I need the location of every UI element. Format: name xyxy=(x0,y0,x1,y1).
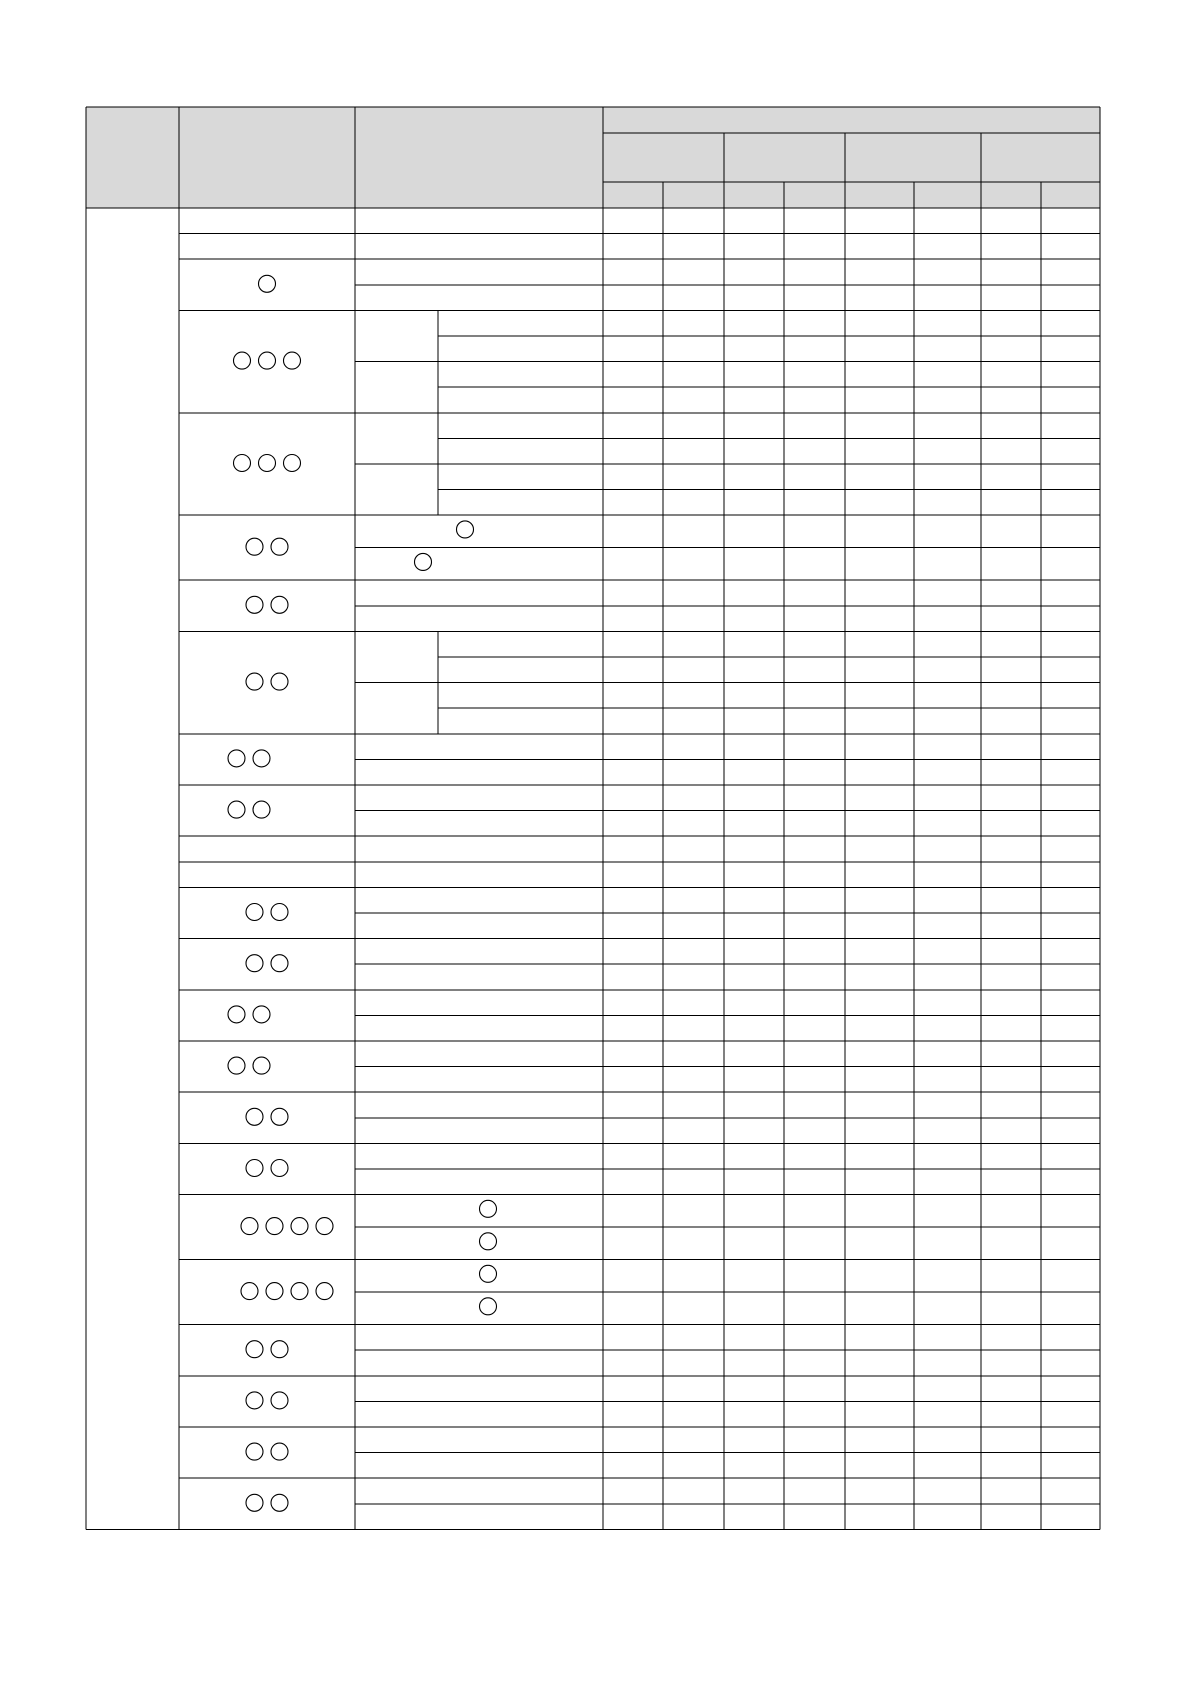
header-band xyxy=(86,107,1100,208)
group-6-circle-mark xyxy=(271,596,288,613)
group-16-circle-mark xyxy=(271,1108,288,1125)
group-4-circle-mark xyxy=(259,455,276,472)
group-2-circle-mark xyxy=(259,275,276,292)
group-18-circle-mark xyxy=(291,1218,308,1235)
group-15-circle-mark xyxy=(228,1057,245,1074)
group-3-circle-mark xyxy=(284,352,301,369)
group-19-sub-mark xyxy=(480,1298,497,1315)
group-23-circle-mark xyxy=(246,1494,263,1511)
group-7-circle-mark xyxy=(246,673,263,690)
group-6-circle-mark xyxy=(246,596,263,613)
header-shading xyxy=(86,107,1100,208)
group-3-circle-mark xyxy=(259,352,276,369)
group-18-sub-mark xyxy=(480,1200,497,1217)
group-4-circle-mark xyxy=(234,455,251,472)
group-13-circle-mark xyxy=(246,955,263,972)
group-14-circle-mark xyxy=(253,1006,270,1023)
group-22-circle-mark xyxy=(246,1443,263,1460)
group-3-circle-mark xyxy=(234,352,251,369)
group-17-circle-mark xyxy=(271,1160,288,1177)
group-19-circle-mark xyxy=(316,1283,333,1300)
group-21-circle-mark xyxy=(271,1392,288,1409)
group-12-circle-mark xyxy=(246,904,263,921)
group-8-circle-mark xyxy=(253,750,270,767)
group-9-circle-mark xyxy=(228,801,245,818)
group-12-circle-mark xyxy=(271,904,288,921)
circle-marks xyxy=(228,275,497,1511)
group-7-circle-mark xyxy=(271,673,288,690)
group-5-sub-mark xyxy=(457,521,474,538)
group-18-circle-mark xyxy=(241,1218,258,1235)
group-20-circle-mark xyxy=(271,1341,288,1358)
group-5-circle-mark xyxy=(246,538,263,555)
group-4-circle-mark xyxy=(284,455,301,472)
group-18-circle-mark xyxy=(316,1218,333,1235)
group-16-circle-mark xyxy=(246,1108,263,1125)
group-21-circle-mark xyxy=(246,1392,263,1409)
group-13-circle-mark xyxy=(271,955,288,972)
group-20-circle-mark xyxy=(246,1341,263,1358)
group-9-circle-mark xyxy=(253,801,270,818)
group-19-circle-mark xyxy=(291,1283,308,1300)
group-18-sub-mark xyxy=(480,1233,497,1250)
group-23-circle-mark xyxy=(271,1494,288,1511)
group-5-sub-mark xyxy=(415,553,432,570)
group-19-sub-mark xyxy=(480,1265,497,1282)
group-19-circle-mark xyxy=(241,1283,258,1300)
group-15-circle-mark xyxy=(253,1057,270,1074)
group-22-circle-mark xyxy=(271,1443,288,1460)
group-8-circle-mark xyxy=(228,750,245,767)
group-18-circle-mark xyxy=(266,1218,283,1235)
group-5-circle-mark xyxy=(271,538,288,555)
group-17-circle-mark xyxy=(246,1160,263,1177)
group-19-circle-mark xyxy=(266,1283,283,1300)
group-14-circle-mark xyxy=(228,1006,245,1023)
